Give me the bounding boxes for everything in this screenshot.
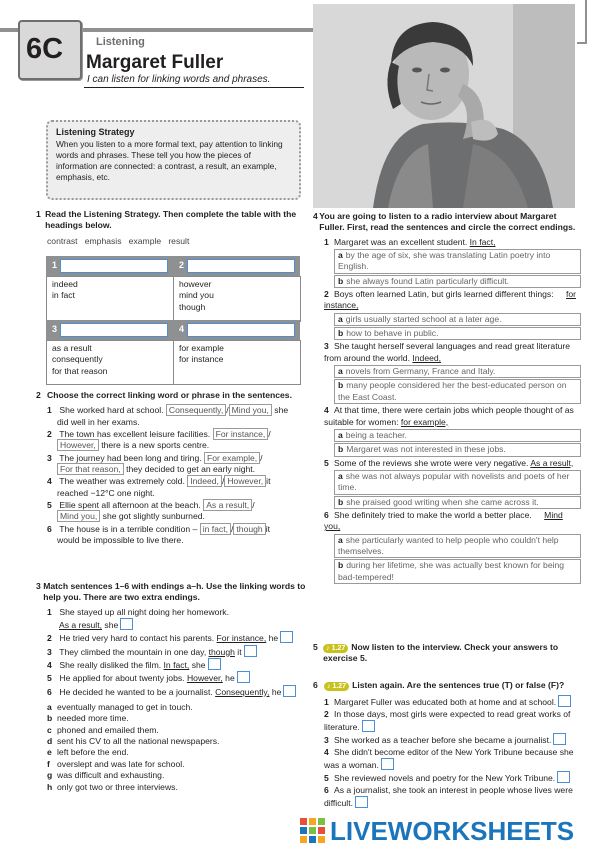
exercise-5 [313,642,581,665]
option-text: she always found Latin particularly difficult. [346,275,509,286]
ex6-item [324,695,585,708]
audio-track-icon[interactable]: ♪ 1.27 [323,644,348,653]
item-text: She reviewed novels and poetry for the New York Tribune. [334,773,556,784]
item-number: 3 [324,341,329,352]
linking-word: though [208,646,235,657]
table-answer-3[interactable] [60,323,168,337]
ex3-item-3 [47,645,306,658]
header-underline [84,87,304,88]
option-text: girls usually started school at a later age. [345,313,502,324]
answer-box[interactable] [558,695,571,707]
page-header [0,0,315,110]
ending-text: eventually managed to get in touch. [57,702,193,713]
ex2-item-2: 2 The town has excellent leisure facilities. For instance, / However, there is a new sports centre. [47,429,271,451]
item-number: 1 [324,697,329,708]
item-text: The house is in a terrible condition – [59,523,198,534]
ex2-option[interactable]: However, [57,439,99,451]
ex2-option[interactable]: Consequently, [166,404,226,416]
ending-letter: g [47,770,53,781]
ex3-ending [47,725,306,736]
option-text: Margaret was not interested in these jobs. [346,444,506,455]
ex3-ending [47,759,306,770]
ex2-option[interactable]: For instance, [213,428,269,440]
answer-box[interactable] [280,631,293,643]
linking-word: Mind you, [324,509,563,532]
ending-letter: h [47,781,53,792]
item-number: 6 [47,686,52,697]
ex2-option[interactable]: Mind you, [229,404,272,416]
ending-letter: d [47,736,53,747]
ex4-item-1 [324,237,581,288]
option-text: by the age of six, she was translating Latin poetry into English. [338,250,551,272]
item-number: 3 [47,452,52,463]
linking-word: In fact, [469,236,496,247]
table-word: in fact [52,290,75,301]
ex4-option-b[interactable]: b Margaret was not interested in these jobs. [334,443,581,456]
item-number: 3 [47,646,52,657]
answer-box[interactable] [557,771,570,783]
ending-letter: c [47,724,52,735]
option-text: she particularly wanted to help people who couldn't help themselves. [338,534,559,556]
table-cell-1-text [52,279,78,302]
answer-box[interactable] [244,645,257,657]
ending-text: only got two or three interviews. [57,781,178,792]
answer-box[interactable] [381,758,394,770]
item-text: she [191,660,206,671]
ex4-option-b[interactable]: b how to behave in public. [334,327,581,340]
ex6-item [324,733,585,746]
item-text: At that time, there were certain jobs which people thought of as suitable for women: [324,405,574,427]
table-num-2: 2 [179,260,185,270]
ex4-option-a[interactable]: a novels from Germany, France and Italy. [334,365,581,378]
answer-box[interactable] [120,618,133,630]
item-number: 6 [324,784,329,795]
ending-text: overslept and was late for school. [57,758,185,769]
exercise-6-number: 6 [313,680,318,690]
answer-box[interactable] [208,658,221,670]
item-number: 6 [47,523,52,534]
item-number: 5 [324,773,329,784]
ex2-option[interactable]: though [233,523,265,535]
exercise-3 [36,581,306,793]
exercise-2-number: 2 [36,390,41,400]
linking-word: In fact, [163,660,190,671]
strategy-body: When you listen to a more formal text, pay attention to linking words and phrases. These tell you how the pieces of information are connected: a contrast, a result, an example, emphasis, etc. [56,138,283,182]
item-text: they decided to get an early night. [126,464,256,475]
ex4-item-4 [324,405,581,456]
table-word: though [179,301,206,312]
item-text: Margaret was an excellent student. [334,236,468,247]
linking-word: for example, [400,416,449,427]
ex3-ending [47,702,306,713]
item-text: there is a new sports centre. [101,440,210,451]
ex4-option-b[interactable]: b during her lifetime, she was actually best known for being bad-tempered! [334,559,581,584]
page-objective: I can listen for linking words and phrases. [87,74,271,85]
ending-letter: b [47,713,53,724]
item-text: She really disliked the film. [59,660,162,671]
item-text: he [225,673,235,684]
ex4-option-a[interactable]: a being a teacher. [334,429,581,442]
ex2-option[interactable]: Mind you, [57,510,100,522]
audio-track-number: 1.27 [331,645,346,652]
table-word: indeed [52,279,78,289]
ex6-item [324,785,585,810]
exercise-3-number: 3 [36,581,41,591]
item-text: she got slightly sunburned. [102,511,205,522]
item-text: She taught herself several languages and read great literature from around the world. [324,341,571,363]
exercise-1-headings: contrast emphasis example result [47,235,190,246]
item-text: it [266,476,271,487]
item-number: 5 [324,457,329,468]
ex2-item-1: 1 She worked hard at school. Consequently, / Mind you, she did well in her exams. [47,405,302,428]
ex2-option[interactable]: For that reason, [57,463,124,475]
item-text: In those days, most girls were expected to read great works of literature. [324,708,571,733]
item-text: She worked as a teacher before she became a journalist. [334,735,552,746]
ex3-item-6 [47,685,306,698]
option-text: novels from Germany, France and Italy. [345,366,496,377]
item-text: Margaret Fuller was educated both at home and at school. [334,697,557,708]
item-text: Boys often learned Latin, but girls learned different things: [334,289,554,300]
linking-word: For instance, [216,633,267,644]
portrait-image [313,4,575,208]
item-text: The journey had been long and tiring. [59,452,202,463]
item-text: The town has excellent leisure facilities. [59,429,211,440]
linking-word: However, [186,673,223,684]
item-number: 1 [324,236,329,247]
table-word: mind you [179,290,214,301]
headings-table [46,256,300,384]
table-num-1: 1 [52,260,58,270]
item-text: he [268,633,279,644]
exercise-5-instruction: Now listen to the interview. Check your answers to exercise 5. [323,642,559,664]
item-text: She stayed up all night doing her homework. [59,606,229,617]
strategy-box [46,120,301,200]
answer-box[interactable] [362,720,375,732]
item-text: she [274,405,289,416]
ex2-item-5: 5 Ellie spent all afternoon at the beach. As a result, / Mind you, she got slightly sunburned. [47,500,255,522]
ex3-ending [47,770,306,781]
item-text: it [265,523,270,534]
exercise-2-instruction: Choose the correct linking word or phrase in the sentences. [47,390,292,400]
item-number: 3 [324,735,329,746]
answer-box[interactable] [237,671,250,683]
ex4-option-a[interactable]: a girls usually started school at a later age. [334,313,581,326]
ex6-item [324,709,585,734]
table-word: consequently [52,354,103,365]
ex4-option-b[interactable]: b many people considered her the best-educated person on the East Coast. [334,379,581,404]
ex2-option[interactable]: For example, [204,452,260,464]
ex2-item-6: 6 The house is in a terrible condition – in fact, / though it would be impossible to live there. [47,524,302,547]
table-word: as a result [52,343,92,353]
table-num-3: 3 [52,324,58,334]
item-number: 2 [47,429,52,440]
strategy-title: Listening Strategy [56,127,135,137]
ex3-item-5 [47,671,306,684]
ex4-option-a[interactable]: a she was not always popular with novelists and poets of her time. [334,470,581,495]
table-word: however [179,279,212,289]
table-num-4: 4 [179,324,185,334]
portrait-illustration [313,4,575,208]
linking-word: for instance, [324,289,577,311]
section-label: Listening [96,36,145,48]
item-number: 4 [47,660,52,671]
item-number: 1 [47,606,52,617]
ending-letter: e [47,747,52,758]
ex2-option[interactable]: However, [224,475,266,487]
ex4-item-6 [324,510,581,584]
ending-text: was difficult and exhausting. [57,770,165,781]
table-word: for instance [179,354,224,365]
table-answer-2[interactable] [187,259,295,273]
ending-text: phoned and emailed them. [57,724,159,735]
ex3-item-4 [47,658,306,671]
item-number: 4 [47,476,52,487]
ex2-option[interactable]: in fact, [200,523,231,535]
ex2-option[interactable]: As a result, [203,499,252,511]
item-text: She definitely tried to make the world a better place. [334,509,532,520]
ex4-option-a[interactable]: a she particularly wanted to help people who couldn't help themselves. [334,534,581,559]
ex3-item-1 [47,607,306,632]
audio-track-number: 1.27 [332,683,347,690]
item-text: He applied for about twenty jobs. [59,673,185,684]
unit-code: 6C [26,33,64,65]
item-text: reached −12°C one night. [57,487,155,498]
item-number: 1 [47,405,52,416]
item-number: 2 [324,289,329,300]
option-text: many people considered her the best-educated person on the East Coast. [338,380,567,402]
item-text: He tried very hard to contact his parents. [59,633,215,644]
ex2-item-4: 4 The weather was extremely cold. Indeed, / However, it reached −12°C one night. [47,476,302,499]
exercise-3-instruction: Match sentences 1–6 with endings a–h. Use the linking words to help you. There are two extra endings. [43,581,306,603]
linking-word: As a result, [59,620,102,631]
item-number: 4 [324,405,329,416]
audio-track-icon[interactable]: ♪ 1.27 [324,682,349,691]
ex4-option-b[interactable]: b she praised good writing when she came across it. [334,496,581,509]
exercise-6 [313,680,585,809]
option-text: during her lifetime, she was actually best known for being bad-tempered! [338,560,565,582]
exercise-1 [36,209,304,247]
ex3-ending [47,782,306,793]
item-text: did well in her exams. [57,416,140,427]
ex2-item-3: 3 The journey had been long and tiring. For example, / For that reason, they decided to get an early night. [47,452,263,475]
exercise-2 [36,390,302,546]
option-text: she was not always popular with novelists and poets of her time. [338,470,570,493]
linking-word: Consequently, [215,686,270,697]
item-number: 6 [324,509,329,520]
ending-letter: a [47,702,52,713]
item-text: She didn't become editor of the New York Tribune because she was a woman. [324,746,574,771]
ex4-option-b[interactable]: b she always found Latin particularly difficult. [334,275,581,288]
ex4-item-3 [324,341,581,404]
option-text: being a teacher. [345,429,407,440]
ending-text: sent his CV to all the national newspapers. [57,736,220,747]
item-text: He decided he wanted to be a journalist. [59,686,213,697]
exercise-4 [313,211,581,585]
ex4-item-2 [324,289,581,340]
answer-box[interactable] [355,796,368,808]
item-text: Some of the reviews she wrote were very negative. [334,457,529,468]
ending-letter: f [47,758,50,769]
answer-box[interactable] [283,685,296,697]
ex4-option-a[interactable]: a by the age of six, she was translating Latin poetry into English. [334,249,581,274]
table-cell-3-text [52,343,107,377]
table-answer-4[interactable] [187,323,295,337]
ex2-option[interactable]: Indeed, [187,475,222,487]
answer-box[interactable] [553,733,566,745]
linking-word: Indeed, [412,352,442,363]
logo-text: LIVEWORKSHEETS [330,815,575,846]
linking-word: As a result, [530,457,574,468]
ex3-ending [47,713,306,724]
ending-text: needed more time. [57,713,129,724]
ending-text: left before the end. [57,747,129,758]
item-text: As a journalist, she took an interest in people whose lives were difficult. [324,784,573,809]
exercise-6-instruction: Listen again. Are the sentences true (T) or false (F)? [352,680,565,690]
ex4-item-5 [324,458,581,509]
logo-grid-icon [300,818,326,844]
item-number: 5 [47,500,52,511]
page-title: Margaret Fuller [86,52,224,73]
exercise-1-number: 1 [36,209,41,219]
exercise-1-instruction: Read the Listening Strategy. Then complete the table with the headings below. [45,209,297,231]
item-number: 5 [47,673,52,684]
ex3-ending [47,736,306,747]
option-text: how to behave in public. [346,328,439,339]
item-text: it [237,646,242,657]
option-text: she praised good writing when she came across it. [346,496,539,507]
item-text: They climbed the mountain in one day, [59,646,207,657]
exercise-4-instruction: You are going to listen to a radio interview about Margaret Fuller. First, read the sentences and circle the correct endings. [319,211,576,233]
portrait-corner-frame [577,0,587,44]
table-cell-2-text [179,279,214,313]
table-word: for example [179,343,224,353]
item-text: Ellie spent all afternoon at the beach. [59,500,201,511]
item-number: 2 [47,633,52,644]
item-text: she [104,620,119,631]
table-cell-4-text [179,343,224,366]
item-number: 2 [324,708,329,719]
ex3-ending [47,747,306,758]
ex6-item [324,771,585,784]
item-text: The weather was extremely cold. [59,476,185,487]
item-number: 4 [324,746,329,757]
table-answer-1[interactable] [60,259,168,273]
ex3-item-2 [47,631,306,644]
liveworksheets-logo [300,816,574,846]
item-text: She worked hard at school. [59,405,164,416]
exercise-4-number: 4 [313,211,318,221]
item-text: he [271,686,282,697]
exercise-5-number: 5 [313,642,318,652]
table-word: for that reason [52,365,108,376]
ex6-item [324,747,585,772]
item-text: would be impossible to live there. [57,535,184,546]
